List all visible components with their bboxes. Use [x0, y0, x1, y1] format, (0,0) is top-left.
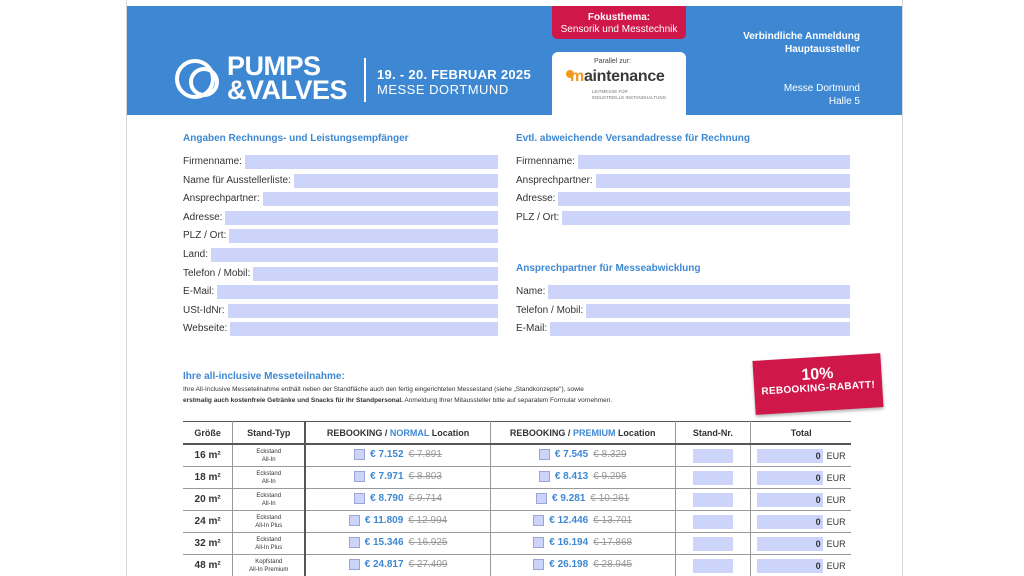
premium-price-new: € 7.545: [554, 449, 589, 460]
normal-checkbox[interactable]: [349, 537, 360, 548]
field-label: E-Mail:: [516, 323, 548, 335]
total-field[interactable]: 0: [757, 449, 823, 463]
premium-price-old: € 9.295: [593, 471, 627, 482]
contact-title: Ansprechpartner für Messeabwicklung: [516, 263, 701, 274]
row-total: [751, 444, 851, 467]
currency-label: EUR: [826, 472, 846, 483]
premium-price-old: € 10.261: [590, 493, 630, 504]
normal-price-new: € 15.346: [364, 537, 404, 548]
event-dates: [377, 67, 531, 97]
normal-checkbox[interactable]: [354, 471, 365, 482]
field-label: Firmenname:: [183, 156, 242, 167]
plz-ort-field[interactable]: [229, 229, 498, 243]
currency-label: EUR: [826, 516, 846, 527]
telefon-mobil-field[interactable]: [586, 304, 850, 318]
row-normal: [305, 489, 490, 511]
normal-price-new: € 7.152: [370, 449, 404, 460]
form-page: [127, 0, 902, 576]
total-field[interactable]: 0: [757, 515, 823, 529]
location-line2: Halle 5: [828, 96, 860, 107]
normal-price-old: € 27.409: [408, 559, 448, 570]
row-type-line2: All-In Plus: [255, 522, 283, 529]
field-label: Ansprechpartner:: [183, 193, 260, 205]
maint-m: m: [570, 68, 584, 85]
row-type: [233, 489, 306, 511]
field-label: USt-IdNr:: [183, 304, 225, 316]
row-type-line2: All-In Plus: [255, 544, 283, 551]
col-total: Total: [751, 422, 851, 445]
col-normal-a: REBOOKING /: [326, 427, 390, 438]
row-normal: [305, 444, 490, 467]
form-row-land: [183, 248, 498, 262]
normal-price-new: € 7.971: [370, 471, 404, 482]
table-row: [183, 444, 851, 467]
normal-price-new: € 24.817: [364, 559, 404, 570]
normal-price-new: € 8.790: [370, 493, 404, 504]
table-row: [183, 511, 851, 533]
premium-price-new: € 8.413: [554, 471, 589, 482]
maint-sub2: INDUSTRIELLE INSTANDHALTUNG: [592, 95, 667, 100]
name-field[interactable]: [548, 285, 850, 299]
e-mail-field[interactable]: [550, 322, 850, 336]
field-label: PLZ / Ort:: [516, 211, 560, 223]
intro-bold: erstmalig auch kostenfreie Getränke und Snacks für Ihr Standpersonal.: [183, 397, 403, 404]
row-total: [751, 489, 851, 511]
form-row-webseite: [183, 322, 498, 336]
row-type-line2: All-In: [261, 478, 276, 485]
maint-rest: aintenance: [583, 68, 665, 85]
row-total: [751, 555, 851, 576]
stand-number-field[interactable]: [693, 537, 733, 551]
field-label: Adresse:: [183, 211, 223, 223]
row-type-line1: Eckstand: [256, 536, 282, 543]
row-type: [233, 444, 306, 467]
logo-line2: &VALVES: [227, 75, 348, 105]
event-location: [784, 82, 860, 108]
table-row: [183, 555, 851, 576]
form-row-adresse: [516, 192, 850, 206]
row-size: 32 m²: [183, 533, 233, 555]
row-standnr: [675, 444, 751, 467]
stand-number-field[interactable]: [693, 449, 733, 463]
row-type-line1: Eckstand: [256, 492, 282, 499]
total-field[interactable]: 0: [757, 493, 823, 507]
table-row: [183, 467, 851, 489]
normal-price-old: € 8.803: [408, 471, 442, 482]
form-title-line2: Hauptaussteller: [784, 44, 860, 55]
discount-percent: 10%: [800, 365, 834, 384]
name-für-ausstellerliste-field[interactable]: [294, 174, 498, 188]
normal-price-old: € 12.994: [408, 515, 448, 526]
form-row-e-mail: [183, 285, 498, 299]
plz-ort-field[interactable]: [562, 211, 850, 225]
adresse-field[interactable]: [225, 211, 498, 225]
fokus-badge: [552, 6, 686, 39]
row-total: [751, 467, 851, 489]
premium-checkbox[interactable]: [539, 449, 550, 460]
col-standnr: Stand-Nr.: [675, 422, 751, 445]
row-size: 20 m²: [183, 489, 233, 511]
field-label: Land:: [183, 249, 209, 260]
row-normal: [305, 533, 490, 555]
premium-checkbox[interactable]: [533, 515, 544, 526]
intro-rest: Anmeldung Ihrer Mitaussteller bitte auf separatem Formular vornehmen.: [402, 397, 613, 404]
row-normal: [305, 467, 490, 489]
row-type: [233, 467, 306, 489]
row-type-line1: Eckstand: [256, 448, 282, 455]
normal-price-old: € 7.891: [408, 449, 442, 460]
maint-sub1: LEITMESSE FÜR: [592, 89, 628, 94]
normal-checkbox[interactable]: [349, 559, 360, 570]
row-type-line1: Eckstand: [256, 514, 282, 521]
participation-intro: [183, 384, 683, 406]
ust-idnr-field[interactable]: [228, 304, 498, 318]
divider: [364, 58, 366, 102]
row-premium: [490, 489, 675, 511]
adresse-field[interactable]: [558, 192, 850, 206]
field-label: Firmenname:: [516, 156, 575, 167]
field-label: Name für Ausstellerliste:: [183, 174, 291, 186]
total-field[interactable]: 0: [757, 537, 823, 551]
currency-label: EUR: [826, 450, 846, 461]
form-row-adresse: [183, 211, 498, 225]
col-premium-a: REBOOKING /: [509, 427, 573, 438]
col-premium-b: PREMIUM: [572, 427, 616, 438]
form-title-line1: Verbindliche Anmeldung: [743, 31, 860, 42]
firmenname-field[interactable]: [245, 155, 498, 169]
field-label: Name:: [516, 286, 546, 297]
webseite-field[interactable]: [230, 322, 498, 336]
row-type-line1: Kopfstand: [255, 558, 283, 565]
col-normal-b: NORMAL: [389, 427, 430, 438]
stand-number-field[interactable]: [693, 515, 733, 529]
premium-checkbox[interactable]: [533, 537, 544, 548]
event-date: 19. - 20. FEBRUAR 2025: [377, 67, 531, 82]
discount-text: REBOOKING-RABATT!: [761, 379, 876, 398]
field-label: Telefon / Mobil:: [183, 267, 251, 279]
field-label: Webseite:: [183, 323, 228, 335]
premium-checkbox[interactable]: [539, 471, 550, 482]
premium-price-old: € 13.701: [593, 515, 633, 526]
normal-price-old: € 9.714: [408, 493, 442, 504]
form-row-firmenname: [516, 155, 850, 169]
maintenance-subtitle: [592, 89, 666, 101]
form-row-e-mail: [516, 322, 850, 336]
normal-checkbox[interactable]: [354, 493, 365, 504]
col-normal-c: Location: [429, 427, 470, 438]
form-row-firmenname: [183, 155, 498, 169]
field-label: Adresse:: [516, 193, 556, 205]
header-banner: [127, 6, 902, 115]
normal-checkbox[interactable]: [354, 449, 365, 460]
normal-price-new: € 11.809: [364, 515, 404, 526]
premium-price-old: € 17.868: [593, 537, 633, 548]
row-type-line2: All-In: [261, 456, 276, 463]
premium-price-new: € 16.194: [549, 537, 589, 548]
form-row-ansprechpartner: [516, 174, 850, 188]
shipping-title: Evtl. abweichende Versandadresse für Rechnung: [516, 133, 750, 144]
firmenname-field[interactable]: [578, 155, 850, 169]
row-type: [233, 511, 306, 533]
logo: [227, 51, 348, 105]
logo-line1: PUMPS: [227, 51, 321, 81]
form-row-telefon-mobil: [516, 304, 850, 318]
col-type: Stand-Typ: [233, 422, 306, 445]
intro-line1: Ihre All-Inclusive Messeteilnahme enthält neben der Standfläche auch den fertig eingerichteten Messestand (siehe „Standkonzepte"), sowie: [183, 386, 584, 393]
stand-number-field[interactable]: [693, 471, 733, 485]
table-row: [183, 489, 851, 511]
row-premium: [490, 444, 675, 467]
maintenance-logo: [552, 52, 686, 115]
premium-price-new: € 12.446: [549, 515, 589, 526]
logo-circle-icon: [189, 67, 219, 97]
billing-title: Angaben Rechnungs- und Leistungsempfänger: [183, 133, 409, 144]
e-mail-field[interactable]: [217, 285, 498, 299]
row-standnr: [675, 467, 751, 489]
row-standnr: [675, 533, 751, 555]
premium-checkbox[interactable]: [536, 493, 547, 504]
form-row-plz-ort: [183, 229, 498, 243]
row-standnr: [675, 511, 751, 533]
row-type-line2: All-In Premium: [249, 566, 289, 573]
row-type-line2: All-In: [261, 500, 276, 507]
col-normal: [305, 422, 490, 445]
total-field[interactable]: 0: [757, 471, 823, 485]
form-row-name: [516, 285, 850, 299]
form-row-ansprechpartner: [183, 192, 498, 206]
participation-title: Ihre all-inclusive Messeteilnahme:: [183, 371, 345, 382]
row-standnr: [675, 489, 751, 511]
premium-price-new: € 9.281: [552, 493, 586, 504]
field-label: Ansprechpartner:: [516, 174, 593, 186]
col-premium: [490, 422, 675, 445]
col-size: Größe: [183, 422, 233, 445]
row-type: [233, 533, 306, 555]
row-total: [751, 533, 851, 555]
premium-price-new: € 26.198: [549, 559, 589, 570]
ansprechpartner-field[interactable]: [596, 174, 850, 188]
form-row-telefon-mobil: [183, 267, 498, 281]
currency-label: EUR: [826, 494, 846, 505]
stand-number-field[interactable]: [693, 493, 733, 507]
premium-price-old: € 28.945: [593, 559, 633, 570]
row-size: 48 m²: [183, 555, 233, 576]
premium-checkbox[interactable]: [533, 559, 544, 570]
row-normal: [305, 555, 490, 576]
currency-label: EUR: [826, 538, 846, 549]
rebooking-discount-badge: [752, 353, 883, 415]
premium-price-old: € 8.329: [593, 449, 627, 460]
form-row-plz-ort: [516, 211, 850, 225]
maintenance-wordmark: [570, 68, 665, 86]
col-premium-c: Location: [615, 427, 656, 438]
form-row-ust-idnr: [183, 304, 498, 318]
row-normal: [305, 511, 490, 533]
fokus-topic: Sensorik und Messtechnik: [560, 24, 678, 35]
row-premium: [490, 533, 675, 555]
stand-number-field[interactable]: [693, 559, 733, 573]
fokus-label: Fokusthema:: [587, 12, 651, 23]
row-premium: [490, 511, 675, 533]
price-table: [183, 421, 851, 576]
row-size: 16 m²: [183, 444, 233, 467]
field-label: E-Mail:: [183, 286, 215, 298]
parallel-label: Parallel zur:: [594, 58, 631, 65]
row-type: [233, 555, 306, 576]
table-header-row: [183, 422, 851, 445]
normal-price-old: € 16.925: [408, 537, 448, 548]
location-line1: Messe Dortmund: [783, 83, 860, 94]
form-row-name-für-ausstellerliste: [183, 174, 498, 188]
row-standnr: [675, 555, 751, 576]
row-premium: [490, 555, 675, 576]
currency-label: EUR: [826, 560, 846, 571]
table-row: [183, 533, 851, 555]
row-premium: [490, 467, 675, 489]
field-label: PLZ / Ort:: [183, 230, 227, 242]
telefon-mobil-field[interactable]: [253, 267, 498, 281]
row-size: 24 m²: [183, 511, 233, 533]
normal-checkbox[interactable]: [349, 515, 360, 526]
row-size: 18 m²: [183, 467, 233, 489]
total-field[interactable]: 0: [757, 559, 823, 573]
field-label: Telefon / Mobil:: [516, 304, 584, 316]
event-venue: MESSE DORTMUND: [377, 82, 509, 97]
form-title: [743, 30, 860, 56]
intro-line2: [183, 395, 683, 406]
row-type-line1: Eckstand: [256, 470, 282, 477]
land-field[interactable]: [211, 248, 498, 262]
row-total: [751, 511, 851, 533]
ansprechpartner-field[interactable]: [263, 192, 498, 206]
